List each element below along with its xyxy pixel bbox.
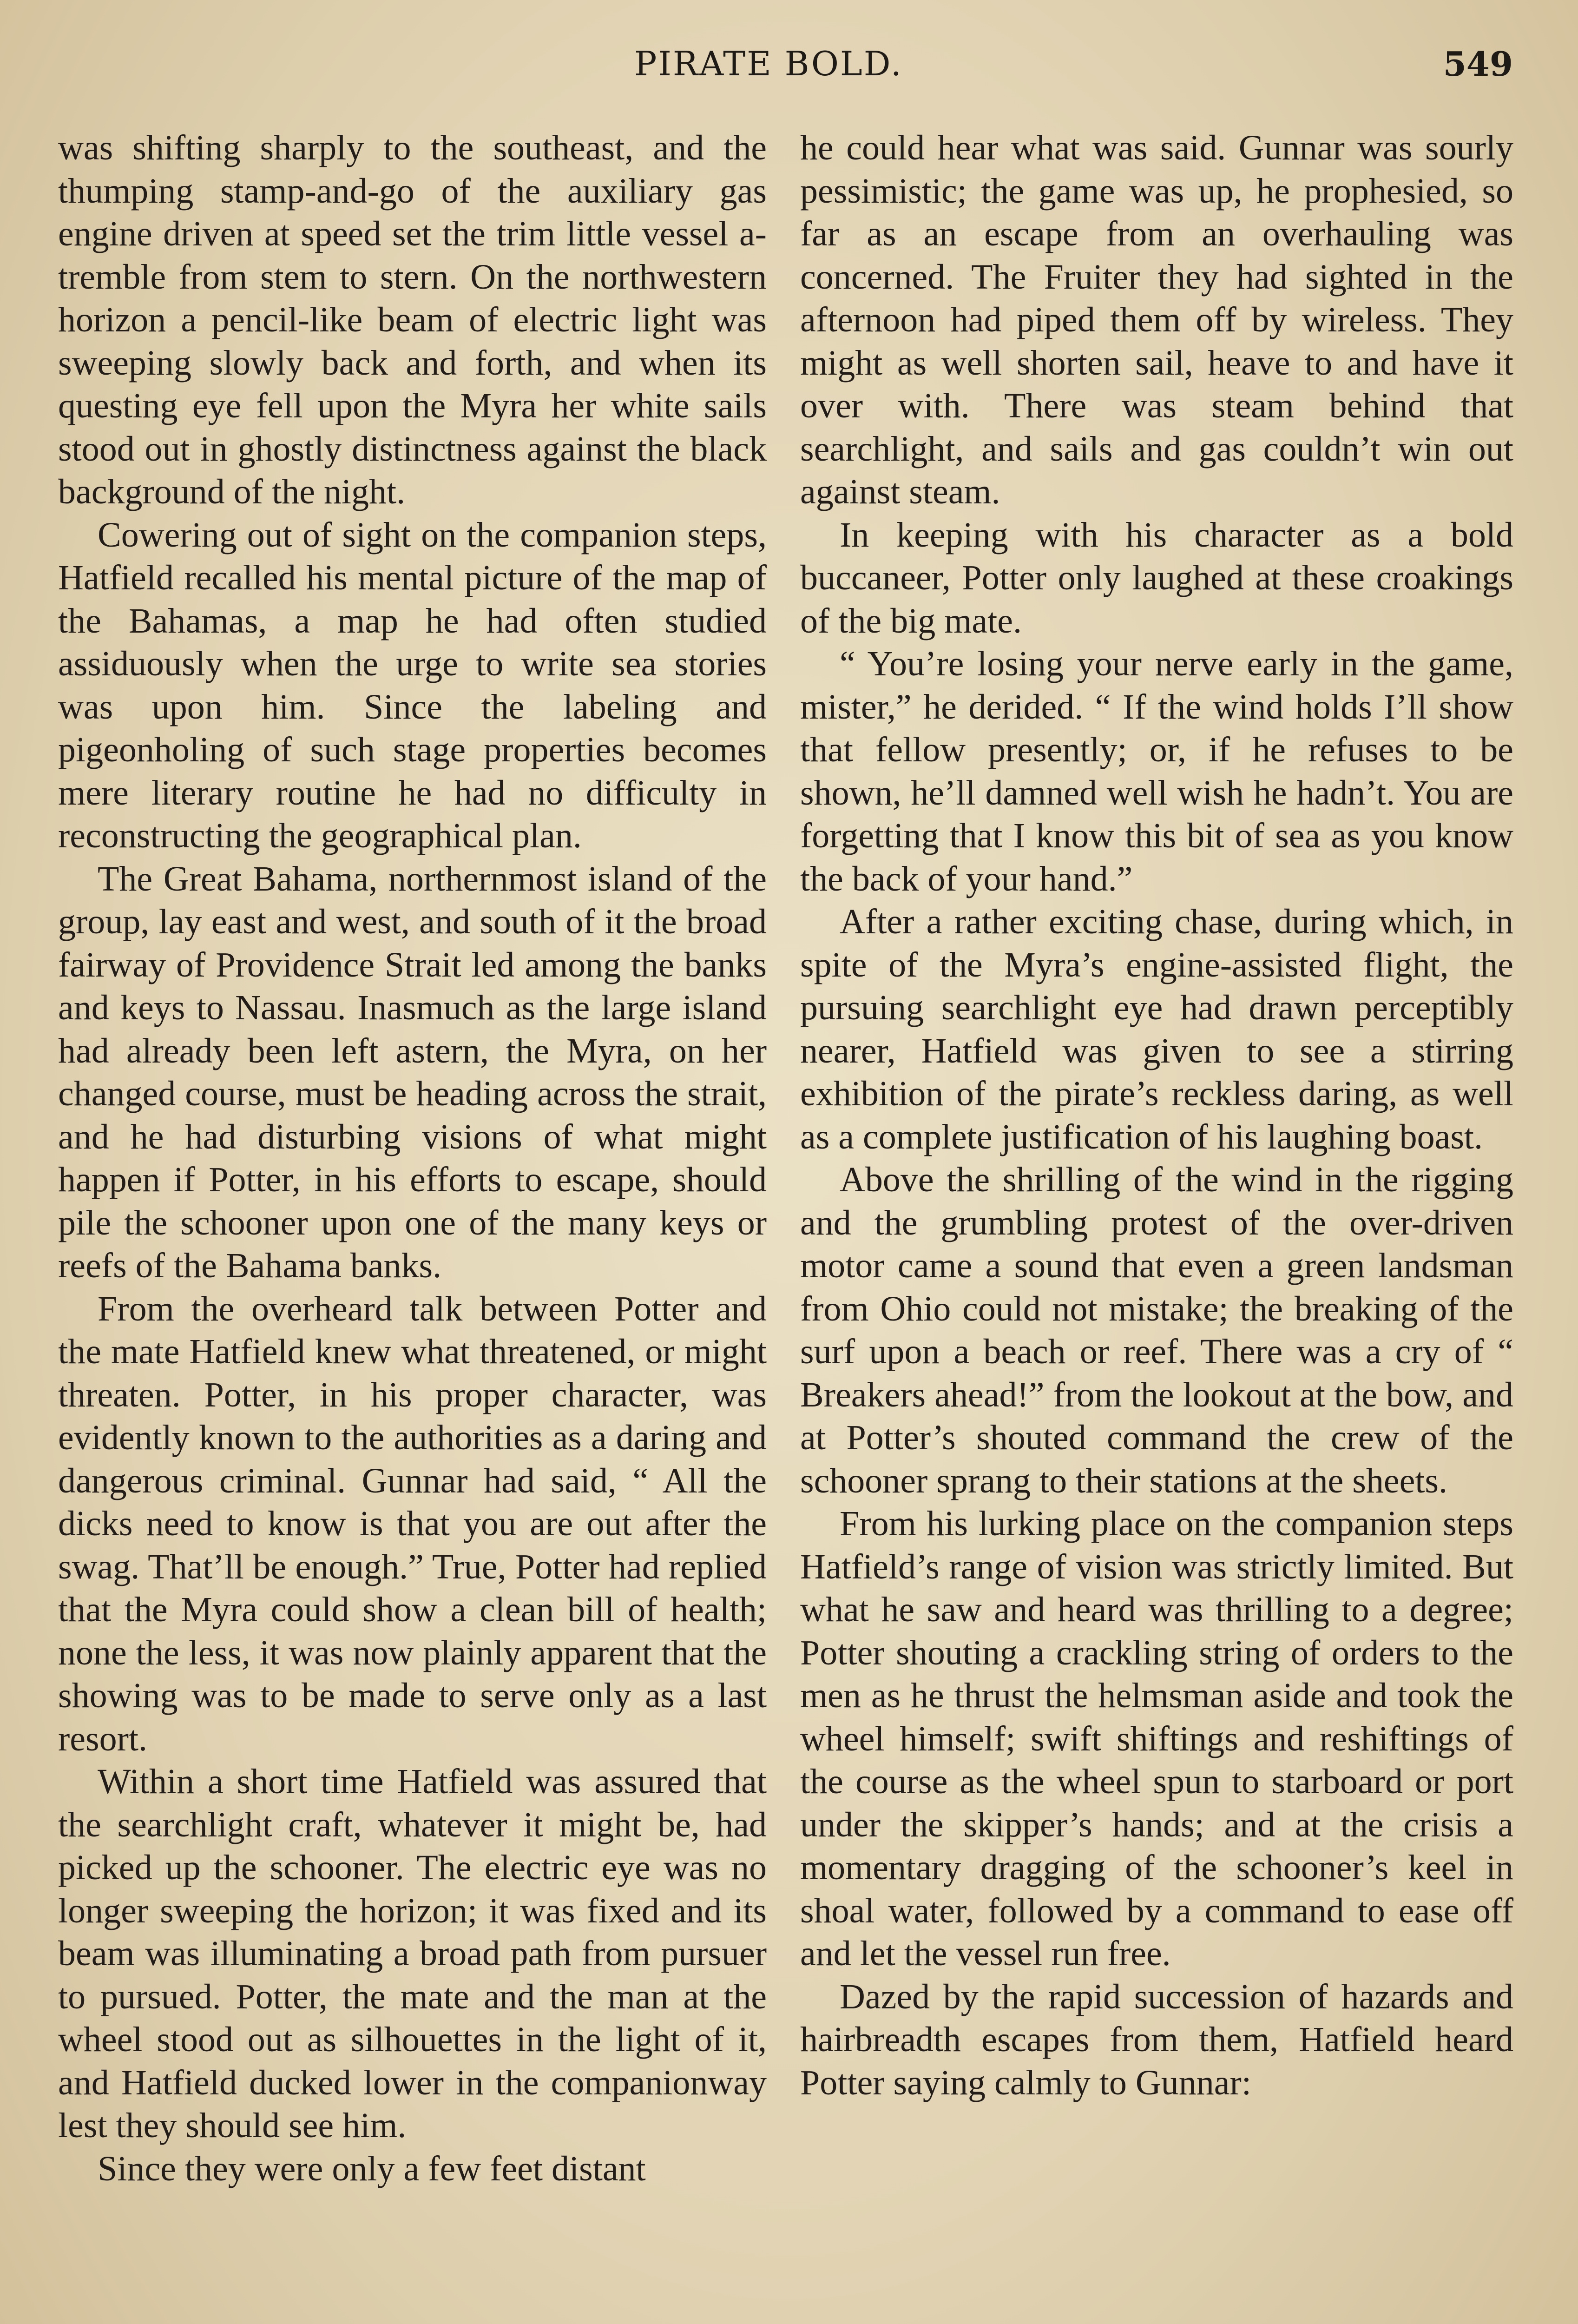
paragraph: “ You’re losing your nerve early in the game, mister,” he derided. “ If the wind holds I’ll show that fellow presently; or, if he refuses to be shown, he’ll damned well wish he hadn’t. You are forgetting that I know this bit of sea as you know the back of your hand.” [800, 644, 1513, 898]
running-title: PIRATE BOLD. [634, 44, 903, 83]
paragraph: Within a short time Hatfield was assured that the searchlight craft, whatever it might be, had picked up the schooner. The electric eye was no longer sweeping the horizon; it was fixed and its beam was illuminating a broad path from pursuer to pursued. Potter, the mate and the man at the wheel stood out as silhouettes in the light of it, and Hatfield ducked lower in the companionway lest they should see him. [58, 1762, 767, 2145]
text-column-left [58, 126, 767, 2190]
paragraph: he could hear what was said. Gunnar was sourly pessimistic; the game was up, he prophesied, so far as an escape from an overhauling was concerned. The Fruiter they had sighted in the afternoon had piped them off by wireless. They might as well shorten sail, heave to and have it over with. There was steam behind that searchlight, and sails and gas couldn’t win out against steam. [800, 128, 1513, 511]
paragraph: Since they were only a few feet distant [98, 2149, 646, 2188]
paragraph: In keeping with his character as a bold buccaneer, Potter only laughed at these croakings of the big mate. [800, 515, 1513, 640]
paragraph: From the overheard talk between Potter and the mate Hatfield knew what threatened, or might threaten. Potter, in his proper character, was evidently known to the authorities as a daring and dangerous criminal. Gunnar had said, “ All the dicks need to know is that you are out after the swag. That’ll be enough.” True, Potter had replied that the Myra could show a clean bill of health; none the less, it was now plainly apparent that the showing was to be made to serve only as a last resort. [58, 1289, 767, 1758]
text-column-right [800, 126, 1513, 2104]
paragraph: Dazed by the rapid succession of hazards and hairbreadth escapes from them, Hatfield heard Potter saying calmly to Gunnar: [800, 1977, 1513, 2102]
paragraph: Above the shrilling of the wind in the rigging and the grumbling protest of the over-driven motor came a sound that even a green landsman from Ohio could not mistake; the breaking of the surf upon a beach or reef. There was a cry of “ Breakers ahead!” from the lookout at the bow, and at Potter’s shouted command the crew of the schooner sprang to their stations at the sheets. [800, 1160, 1513, 1500]
paragraph: was shifting sharply to the southeast, and the thumping stamp-and-go of the auxiliary gas engine driven at speed set the trim little vessel a-tremble from stem to stern. On the northwestern horizon a pencil-like beam of electric light was sweeping slowly back and forth, and when its questing eye fell upon the Myra her white sails stood out in ghostly distinctness against the black background of the night. [58, 128, 767, 511]
paragraph: The Great Bahama, northernmost island of the group, lay east and west, and south of it the broad fairway of Providence Strait led among the banks and keys to Nassau. Inasmuch as the large island had already been left astern, the Myra, on her changed course, must be heading across the strait, and he had disturbing visions of what might happen if Potter, in his efforts to escape, should pile the schooner upon one of the many keys or reefs of the Bahama banks. [58, 859, 767, 1285]
paragraph: Cowering out of sight on the companion steps, Hatfield recalled his mental picture of the map of the Bahamas, a map he had often studied assiduously when the urge to write sea stories was upon him. Since the labeling and pigeonholing of such stage properties becomes mere literary routine he had no difficulty in reconstructing the geographical plan. [58, 515, 767, 855]
paragraph: From his lurking place on the companion steps Hatfield’s range of vision was strictly limited. But what he saw and heard was thrilling to a degree; Potter shouting a crackling string of orders to the men as he thrust the helmsman aside and took the wheel himself; swift shiftings and reshiftings of the course as the wheel spun to starboard or port under the skipper’s hands; and at the crisis a momentary dragging of the schooner’s keel in shoal water, followed by a command to ease off and let the vessel run free. [800, 1504, 1513, 1973]
page-number: 549 [1443, 44, 1513, 84]
paragraph: After a rather exciting chase, during which, in spite of the Myra’s engine-assisted flight, the pursuing searchlight eye had drawn perceptibly nearer, Hatfield was given to see a stirring exhibition of the pirate’s reckless daring, as well as a complete justification of his laughing boast. [800, 902, 1513, 1156]
